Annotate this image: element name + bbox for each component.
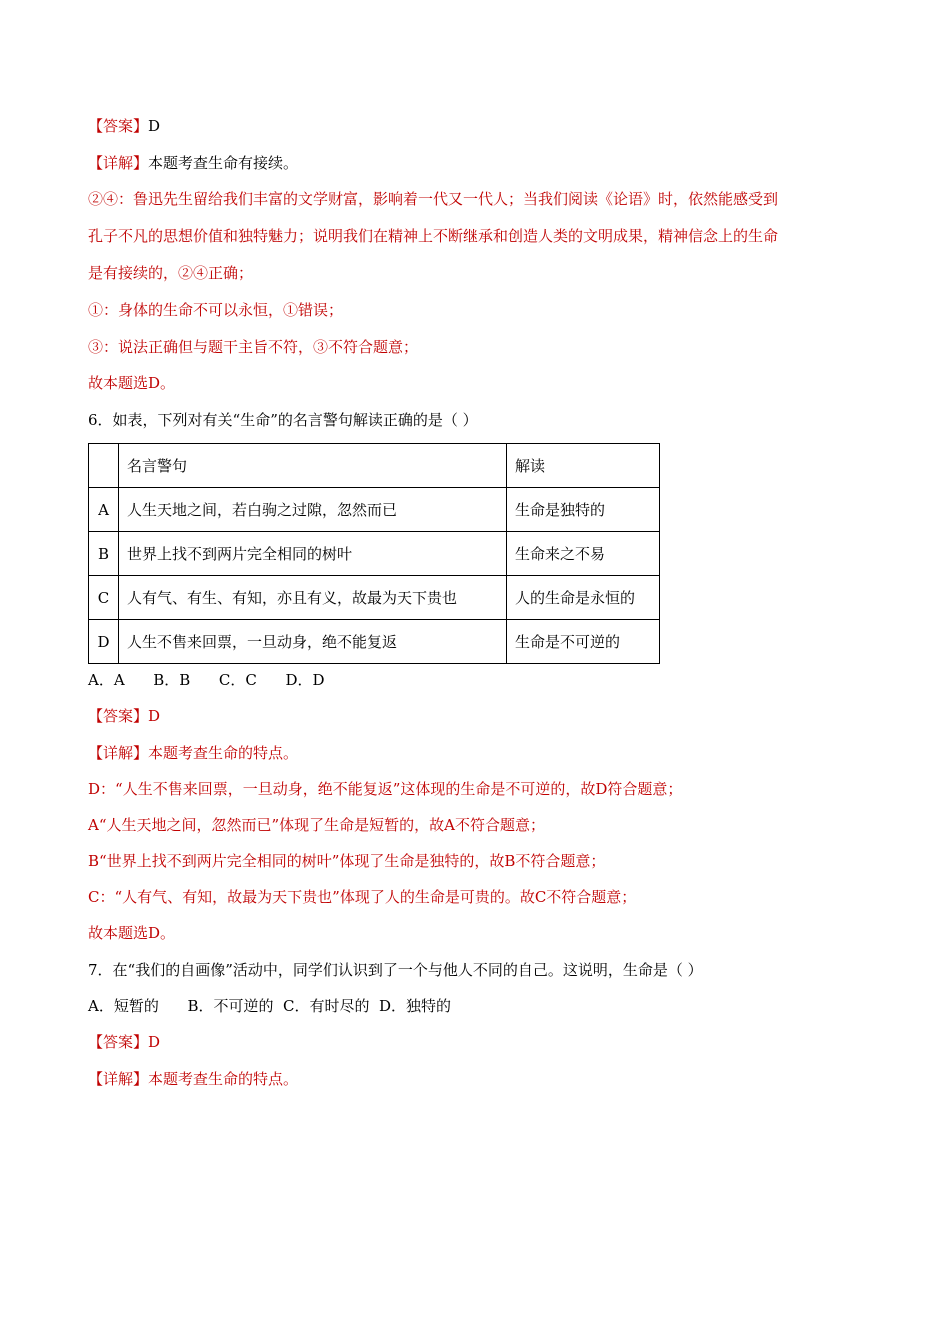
explanation-line: 故本题选D。 xyxy=(88,374,176,392)
answer-tag: 【答案】 xyxy=(88,117,149,135)
table-header-quote: 名言警句 xyxy=(119,444,507,488)
explanation-line: C：“人有气、有知，故最为天下贵也”体现了人的生命是可贵的。故C不符合题意； xyxy=(88,888,637,906)
answer-tag: 【答案】 xyxy=(88,1033,149,1051)
detail-line xyxy=(88,1069,298,1089)
answer-line xyxy=(88,706,160,726)
explanation-line: D：“人生不售来回票，一旦动身，绝不能复返”这体现的生命是不可逆的，故D符合题意； xyxy=(88,780,683,798)
detail-tag: 【详解】 xyxy=(88,154,149,172)
explanation-line: 故本题选D。 xyxy=(88,924,176,942)
interpretation-cell: 生命来之不易 xyxy=(507,532,660,576)
row-label: C xyxy=(89,576,119,620)
quote-cell: 人生天地之间，若白驹之过隙，忽然而已 xyxy=(119,488,507,532)
row-label: A xyxy=(89,488,119,532)
interpretation-cell: 人的生命是永恒的 xyxy=(507,576,660,620)
interpretation-cell: 生命是不可逆的 xyxy=(507,620,660,664)
answer-value: D xyxy=(148,707,161,725)
detail-text: 本题考查生命有接续。 xyxy=(148,154,299,172)
detail-line xyxy=(88,153,298,173)
table-row xyxy=(89,576,660,620)
quote-table xyxy=(88,443,660,664)
table-row xyxy=(89,488,660,532)
quote-cell: 人生不售来回票，一旦动身，绝不能复返 xyxy=(119,620,507,664)
explanation-line: B“世界上找不到两片完全相同的树叶”体现了生命是独特的，故B不符合题意； xyxy=(88,852,606,870)
answer-value: D xyxy=(148,1033,161,1051)
detail-tag: 【详解】 xyxy=(88,744,149,762)
table-header-interpretation: 解读 xyxy=(507,444,660,488)
answer-tag: 【答案】 xyxy=(88,707,149,725)
row-label: D xyxy=(89,620,119,664)
answer-line xyxy=(88,1032,160,1052)
question-6-options: A．A B．B C．C D．D xyxy=(88,671,325,689)
table-row xyxy=(89,620,660,664)
row-label: B xyxy=(89,532,119,576)
quote-cell: 世界上找不到两片完全相同的树叶 xyxy=(119,532,507,576)
table-header-row xyxy=(89,444,660,488)
detail-text: 本题考查生命的特点。 xyxy=(148,744,299,762)
explanation-line: A“人生天地之间，忽然而已”体现了生命是短暂的，故A不符合题意； xyxy=(88,816,546,834)
question-7-options: A．短暂的 B．不可逆的 C．有时尽的 D．独特的 xyxy=(88,997,452,1015)
explanation-line: 是有接续的，②④正确； xyxy=(88,264,254,282)
detail-text: 本题考查生命的特点。 xyxy=(148,1070,299,1088)
question-6-stem: 6．如表，下列对有关“生命”的名言警句解读正确的是（ ） xyxy=(88,411,478,429)
question-7-stem: 7．在“我们的自画像”活动中，同学们认识到了一个与他人不同的自己。这说明，生命是（ ） xyxy=(88,961,703,979)
answer-line xyxy=(88,116,160,136)
detail-line xyxy=(88,743,298,763)
table-row xyxy=(89,532,660,576)
explanation-line: ①：身体的生命不可以永恒，①错误； xyxy=(88,301,344,319)
quote-cell: 人有气、有生、有知，亦且有义，故最为天下贵也 xyxy=(119,576,507,620)
explanation-line: ②④：鲁迅先生留给我们丰富的文学财富，影响着一代又一代人；当我们阅读《论语》时，依然能感受到 xyxy=(88,190,779,208)
explanation-line: 孔子不凡的思想价值和独特魅力；说明我们在精神上不断继承和创造人类的文明成果，精神信念上的生命 xyxy=(88,227,779,245)
interpretation-cell: 生命是独特的 xyxy=(507,488,660,532)
table-cell xyxy=(89,444,119,488)
answer-value: D xyxy=(148,117,161,135)
explanation-line: ③：说法正确但与题干主旨不符，③不符合题意； xyxy=(88,338,419,356)
detail-tag: 【详解】 xyxy=(88,1070,149,1088)
